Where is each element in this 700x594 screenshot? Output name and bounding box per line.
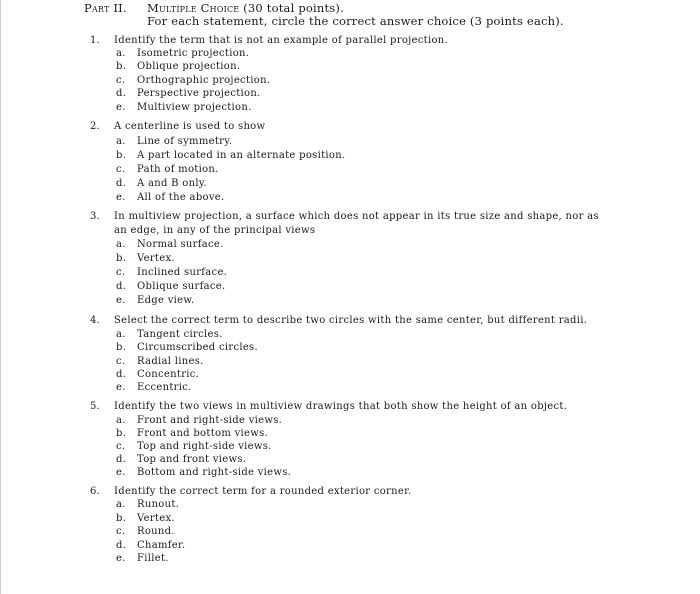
part-title-main: Multiple Choice bbox=[147, 1, 240, 15]
choice-letter: c. bbox=[116, 75, 126, 86]
choice-text: Multiview projection. bbox=[137, 102, 252, 113]
choice-text: Circumscribed circles. bbox=[137, 342, 258, 353]
question-text: Select the correct term to describe two circles with the same center, but different radii. bbox=[114, 315, 588, 326]
choice-letter: e. bbox=[116, 295, 126, 306]
choice-letter: c. bbox=[116, 356, 126, 367]
question-text: In multiview projection, a surface which does not appear in its true size and shape, nor as an edge, in any of the principal views bbox=[114, 211, 599, 236]
choice-letter: a. bbox=[116, 499, 126, 510]
choice-letter: e. bbox=[116, 382, 126, 393]
choice-text: Path of motion. bbox=[137, 164, 219, 175]
choice-text: Top and front views. bbox=[137, 454, 247, 465]
part-title bbox=[147, 1, 344, 15]
choice-letter: a. bbox=[116, 48, 126, 59]
question-number: 4. bbox=[90, 315, 100, 326]
choice-letter: b. bbox=[116, 150, 127, 161]
choice-letter: c. bbox=[116, 526, 126, 537]
choice-text: Bottom and right-side views. bbox=[137, 467, 292, 478]
choice-letter: a. bbox=[116, 415, 126, 426]
choice-text: Vertex. bbox=[137, 253, 175, 264]
question-text: Identify the term that is not an example of parallel projection. bbox=[114, 35, 449, 46]
question-number: 5. bbox=[90, 401, 100, 412]
question-number: 1. bbox=[90, 35, 100, 46]
choice-letter: d. bbox=[116, 88, 127, 99]
choice-text: Radial lines. bbox=[137, 356, 204, 367]
choice-text: Runout. bbox=[137, 499, 180, 510]
choice-text: Chamfer. bbox=[137, 540, 186, 551]
choice-letter: b. bbox=[116, 342, 127, 353]
choice-letter: e. bbox=[116, 192, 126, 203]
choice-text: A and B only. bbox=[137, 178, 207, 189]
choice-text: Concentric. bbox=[137, 369, 200, 380]
choice-letter: d. bbox=[116, 281, 127, 292]
choice-letter: b. bbox=[116, 428, 127, 439]
choice-text: Eccentric. bbox=[137, 382, 192, 393]
choice-text: Top and right-side views. bbox=[137, 441, 272, 452]
question-text: Identify the two views in multiview drawings that both show the height of an object. bbox=[114, 401, 568, 412]
choice-text: Fillet. bbox=[137, 553, 169, 564]
choice-text: Line of symmetry. bbox=[137, 136, 233, 147]
choice-text: Inclined surface. bbox=[137, 267, 228, 278]
page-left-edge bbox=[0, 0, 1, 594]
instructions: For each statement, circle the correct answer choice (3 points each). bbox=[147, 14, 564, 28]
choice-letter: a. bbox=[116, 239, 126, 250]
choice-letter: e. bbox=[116, 467, 126, 478]
part-label: Part II. bbox=[84, 1, 127, 15]
choice-letter: d. bbox=[116, 178, 127, 189]
choice-letter: b. bbox=[116, 513, 127, 524]
choice-text: Edge view. bbox=[137, 295, 195, 306]
choice-text: Tangent circles. bbox=[137, 329, 223, 340]
choice-letter: c. bbox=[116, 441, 126, 452]
choice-text: Front and right-side views. bbox=[137, 415, 283, 426]
choice-text: Normal surface. bbox=[137, 239, 224, 250]
choice-letter: d. bbox=[116, 369, 127, 380]
choice-letter: b. bbox=[116, 61, 127, 72]
choice-text: Perspective projection. bbox=[137, 88, 261, 99]
choice-letter: c. bbox=[116, 267, 126, 278]
choice-letter: c. bbox=[116, 164, 126, 175]
choice-text: All of the above. bbox=[137, 192, 225, 203]
choice-text: Front and bottom views. bbox=[137, 428, 269, 439]
choice-text: Vertex. bbox=[137, 513, 175, 524]
question-number: 2. bbox=[90, 121, 100, 132]
question-text: Identify the correct term for a rounded exterior corner. bbox=[114, 486, 412, 497]
choice-text: Oblique surface. bbox=[137, 281, 226, 292]
choice-text: Isometric projection. bbox=[137, 48, 250, 59]
choice-letter: a. bbox=[116, 329, 126, 340]
choice-text: A part located in an alternate position. bbox=[137, 150, 346, 161]
choice-letter: d. bbox=[116, 454, 127, 465]
part-title-rest: (30 total points). bbox=[239, 1, 344, 15]
choice-letter: b. bbox=[116, 253, 127, 264]
choice-text: Orthographic projection. bbox=[137, 75, 271, 86]
choice-letter: e. bbox=[116, 553, 126, 564]
choice-letter: d. bbox=[116, 540, 127, 551]
question-text: A centerline is used to show bbox=[114, 121, 266, 132]
choice-text: Oblique projection. bbox=[137, 61, 241, 72]
choice-text: Round. bbox=[137, 526, 175, 537]
choice-letter: a. bbox=[116, 136, 126, 147]
choice-letter: e. bbox=[116, 102, 126, 113]
question-number: 3. bbox=[90, 211, 100, 222]
question-number: 6. bbox=[90, 486, 100, 497]
